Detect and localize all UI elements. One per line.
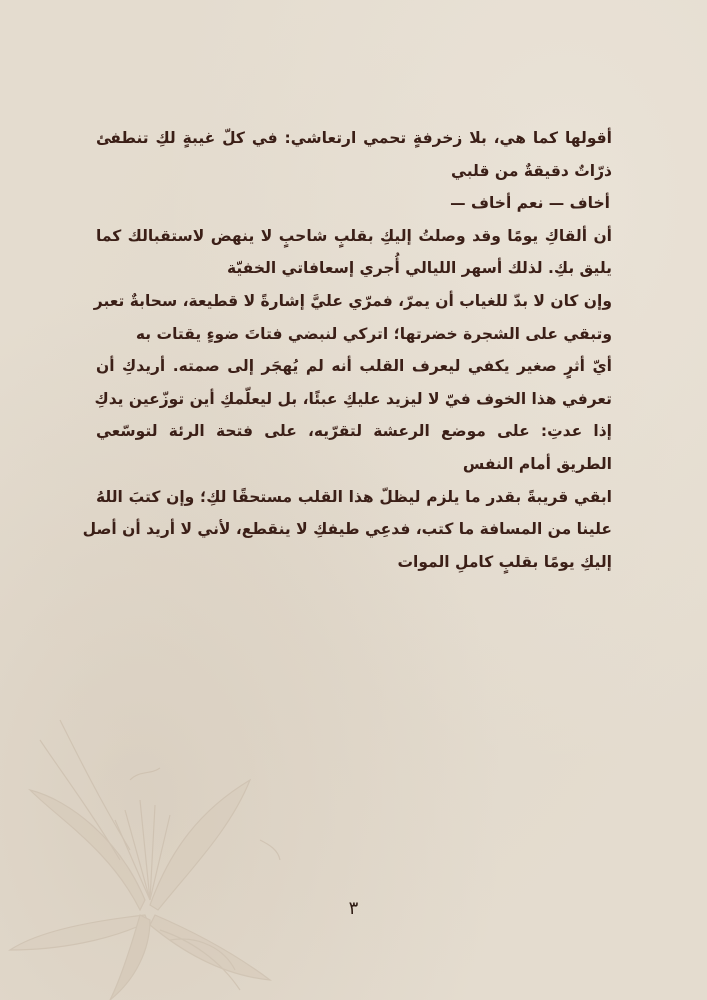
page-number: ٣ [348, 898, 359, 919]
text-line: يليق بكِ. لذلك أسهر الليالي أُجري إسعافاتي الخفيّة [226, 259, 612, 278]
text-line: علينا من المسافة ما كتب، فدعِي طيفكِ لا ينقطع، لأني لا أريد أن أصل [82, 520, 612, 539]
text-line: أن ألقاكِ يومًا وقد وصلتُ إليكِ بقلبٍ شاحبٍ لا ينهض لاستقبالك كما [96, 226, 612, 245]
text-line: وتبقي على الشجرة خضرتها؛ اتركي لنبضي فتاتَ ضوءٍ يقتات به [135, 324, 612, 343]
text-line: ابقي قريبةً بقدر ما يلزم ليظلّ هذا القلب مستحقًا لكِ؛ وإن كتبَ اللهُ [96, 487, 612, 506]
text-line: وإن كان لا بدّ للغياب أن يمرّ، فمرّي عليَّ إشارةً لا قطيعة، سحابةٌ تعبر [93, 291, 612, 310]
text-line: أيّ أثرٍ صغير يكفي ليعرف القلب أنه لم يُهجَر إلى صمته. أريدكِ أن [96, 357, 612, 376]
text-line: إليكِ يومًا بقلبٍ كاملِ الموات [397, 552, 612, 571]
text-line: إذا عدتِ: على موضع الرعشة لتقرّيه، على فتحة الرئة لتوسّعي [96, 422, 612, 441]
text-line: أقولها كما هي، بلا زخرفةٍ تحمي ارتعاشي: في كلّ غيبةٍ لكِ تنطفئ [96, 129, 612, 147]
text-line: أخاف — نعم أخاف — [450, 194, 610, 213]
text-line: تعرفي هذا الخوف فيّ لا ليزيد عليكِ عبئًا، بل ليعلّمكِ أين توزّعين يدكِ [94, 389, 612, 408]
lily-flower-illustration [0, 700, 300, 1000]
text-line: ذرّاتٌ دقيقةٌ من قلبي [451, 161, 612, 180]
poem-body [82, 122, 612, 578]
text-line: الطريق أمام النفس [462, 454, 612, 473]
